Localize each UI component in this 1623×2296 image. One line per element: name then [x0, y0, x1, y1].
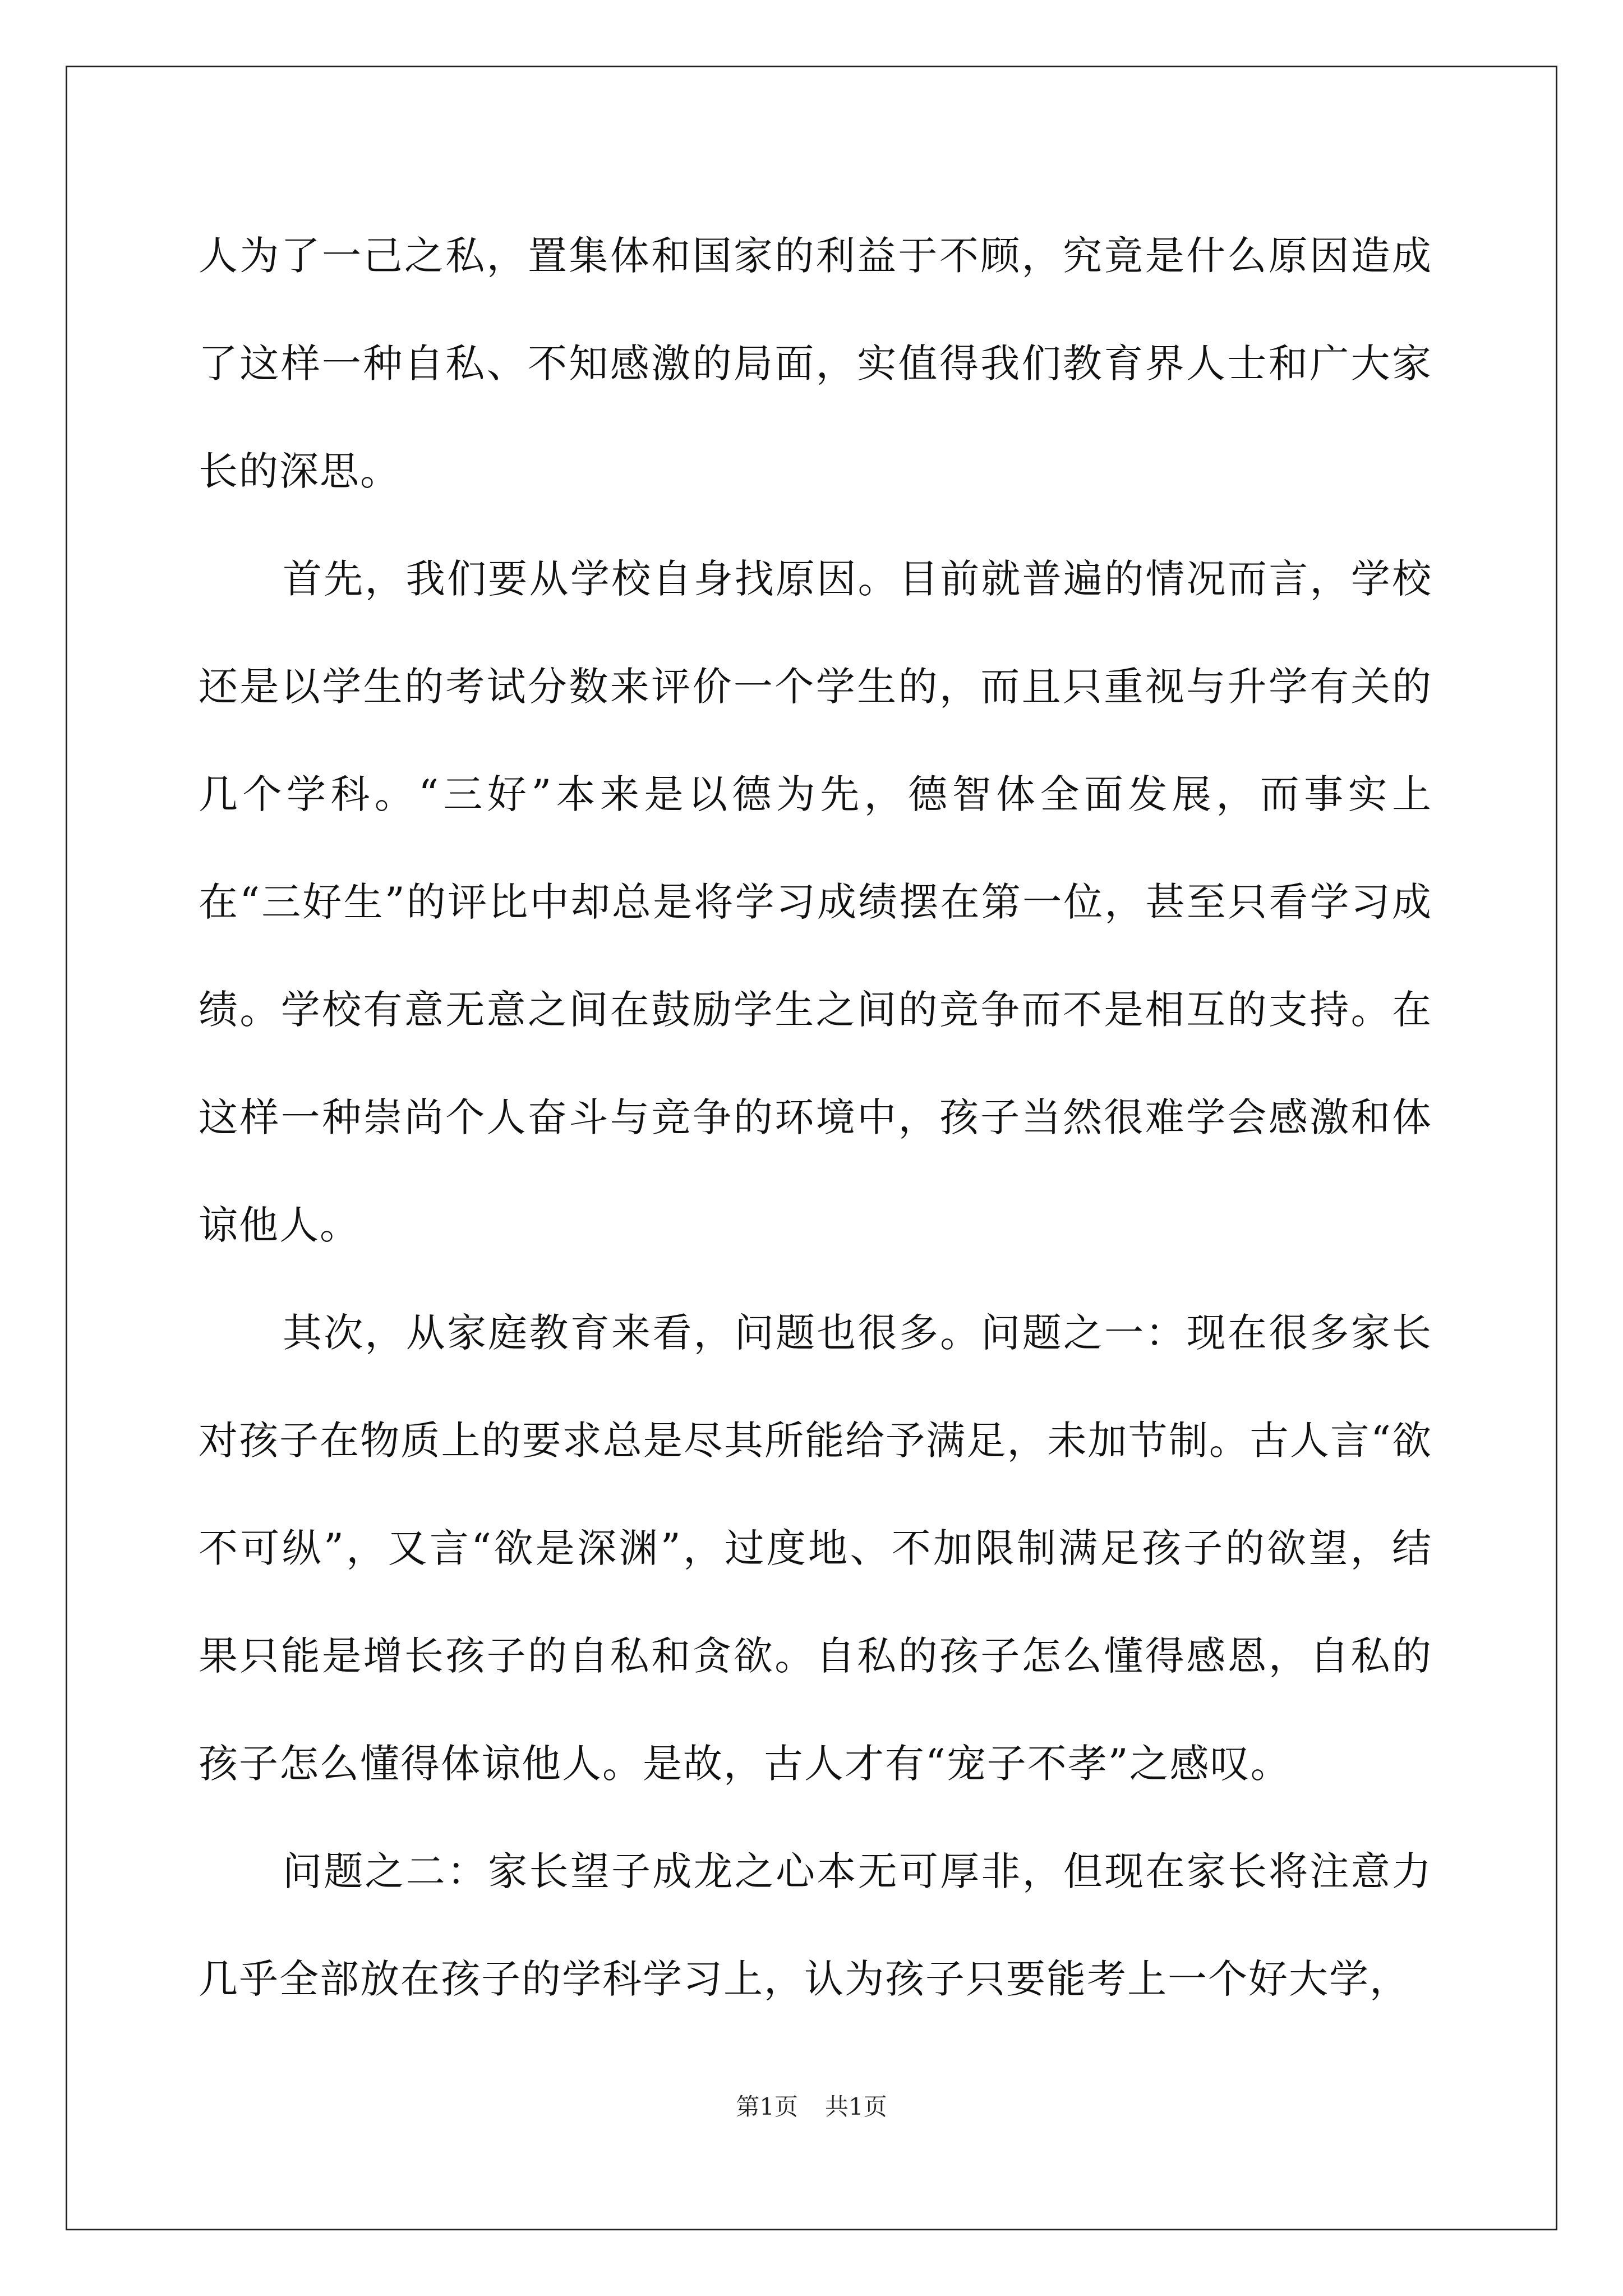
- page-number: 第1页: [736, 2093, 798, 2120]
- paragraph-4: 问题之二：家长望子成龙之心本无可厚非，但现在家长将注意力几乎全部放在孩子的学科学习上，认为孩子只要能考上一个好大学，: [199, 1848, 1432, 2002]
- document-body: [199, 202, 1432, 2033]
- paragraph-3: 其次，从家庭教育来看，问题也很多。问题之一：现在很多家长对孩子在物质上的要求总是尽其所能给予满足，未加节制。古人言“欲不可纵”，又言“欲是深渊”，过度地、不加限制满足孩子的欲望，结果只能是增长孩子的自私和贪欲。自私的孩子怎么懂得感恩，自私的孩子怎么懂得体谅他人。是故，古人才有“宠子不孝”之感叹。: [199, 1310, 1432, 1787]
- page-total: 共1页: [825, 2093, 887, 2120]
- page-footer: [0, 2088, 1623, 2122]
- paragraph-2: 首先，我们要从学校自身找原因。目前就普遍的情况而言，学校还是以学生的考试分数来评价一个学生的，而且只重视与升学有关的几个学科。“三好”本来是以德为先，德智体全面发展，而事实上在“三好生”的评比中却总是将学习成绩摆在第一位，甚至只看学习成绩。学校有意无意之间在鼓励学生之间的竞争而不是相互的支持。在这样一种崇尚个人奋斗与竞争的环境中，孩子当然很难学会感激和体谅他人。: [199, 556, 1432, 1248]
- paragraph-1: 人为了一己之私，置集体和国家的利益于不顾，究竟是什么原因造成了这样一种自私、不知感激的局面，实值得我们教育界人士和广大家长的深思。: [199, 233, 1432, 494]
